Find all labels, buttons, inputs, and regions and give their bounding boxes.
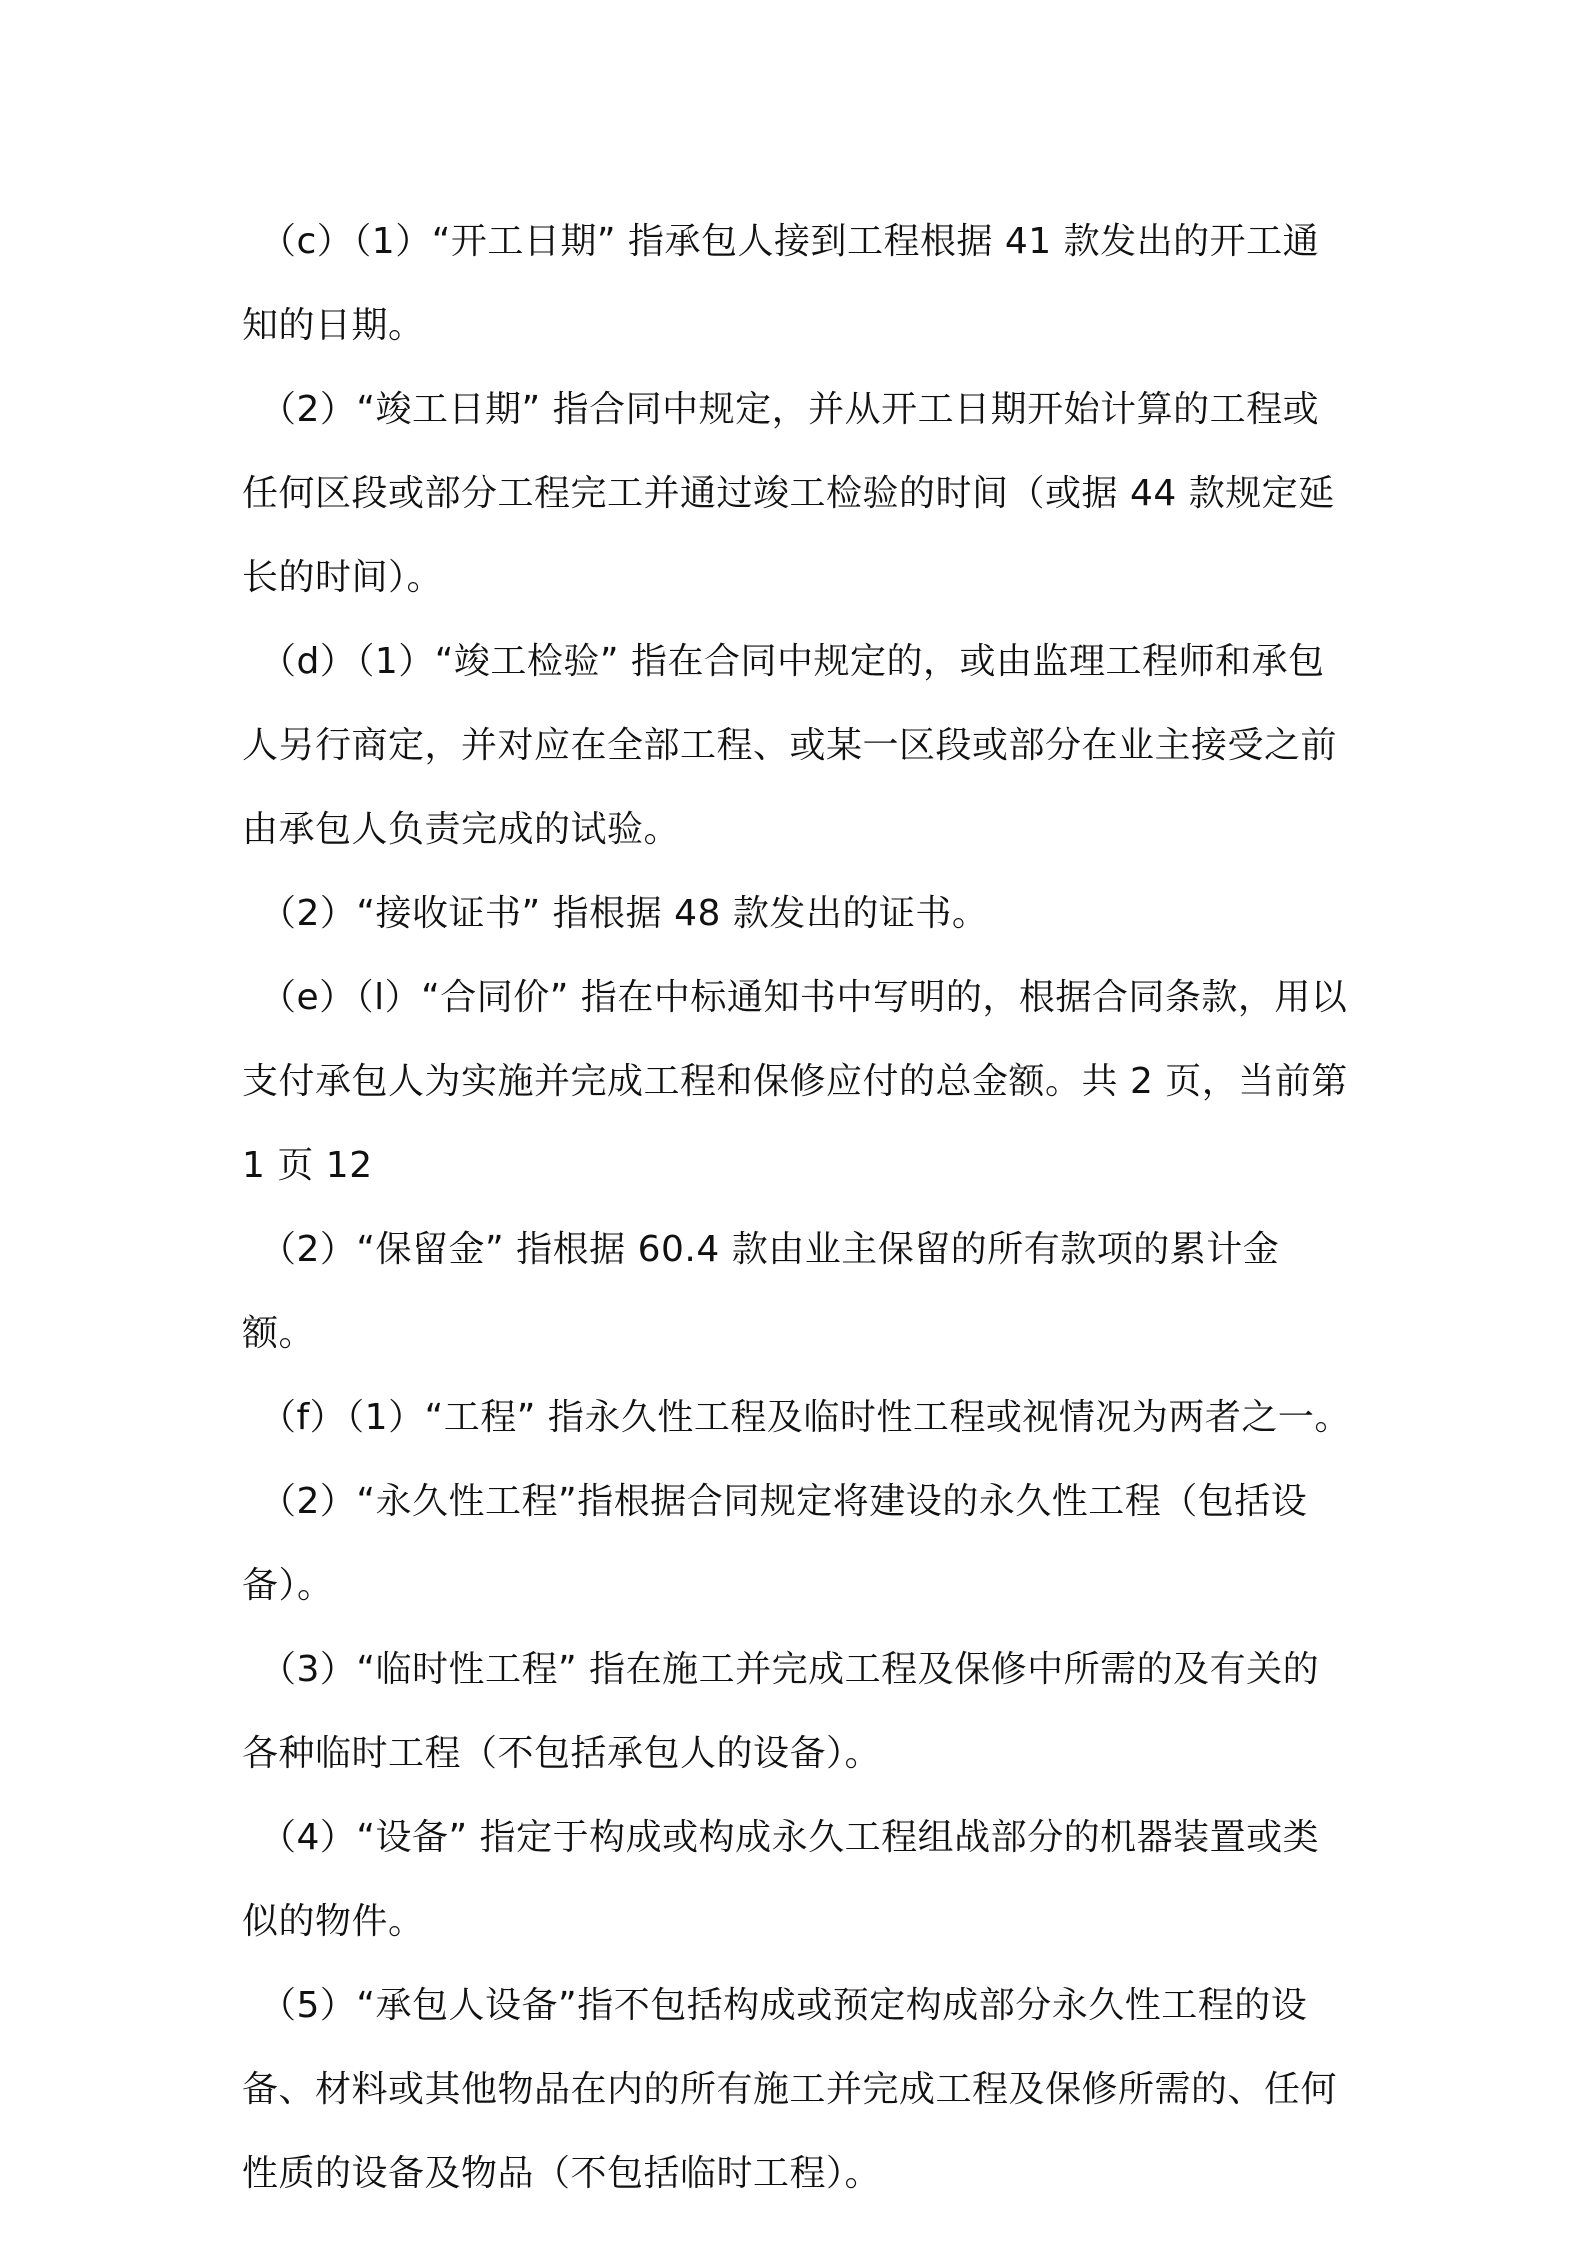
document-body [242,200,1352,2216]
paragraph-plant: （4）“设备” 指定于构成或构成永久工程组战部分的机器装置或类似的物件。 [242,1817,1320,1942]
paragraph-tests-on-completion: （d）（1）“竣工检验” 指在合同中规定的，或由监理工程师和承包人另行商定，并对应在全部工程、或某一区段或部分在业主接受之前由承包人负责完成的试验。 [242,641,1338,850]
paragraph-works: （f）（1）“工程” 指永久性工程及临时性工程或视情况为两者之一。 [260,1397,1351,1438]
paragraph-completion-date: （2）“竣工日期” 指合同中规定，并从开工日期开始计算的工程或任何区段或部分工程完工并通过竣工检验的时间（或据 44 款规定延长的时间）。 [242,389,1335,598]
paragraph-taking-over-certificate: （2）“接收证书” 指根据 48 款发出的证书。 [260,893,989,934]
paragraph-temporary-works: （3）“临时性工程” 指在施工并完成工程及保修中所需的及有关的各种临时工程（不包括承包人的设备）。 [242,1649,1320,1774]
paragraph-commencement-date: （c）（1）“开工日期” 指承包人接到工程根据 41 款发出的开工通知的日期。 [242,221,1320,346]
paragraph-retention-money: （2）“保留金” 指根据 60.4 款由业主保留的所有款项的累计金额。 [242,1229,1280,1354]
paragraph-contract-price: （e）（l）“合同价” 指在中标通知书中写明的，根据合同条款，用以支付承包人为实施并完成工程和保修应付的总金额。共 2 页，当前第 1 页 12 [242,977,1348,1186]
paragraph-contractors-equipment: （5）“承包人设备”指不包括构成或预定构成部分永久性工程的设备、材料或其他物品在内的所有施工并完成工程及保修所需的、任何性质的设备及物品（不包括临时工程）。 [242,1985,1338,2194]
paragraph-permanent-works: （2）“永久性工程”指根据合同规定将建设的永久性工程（包括设备）。 [242,1481,1308,1606]
